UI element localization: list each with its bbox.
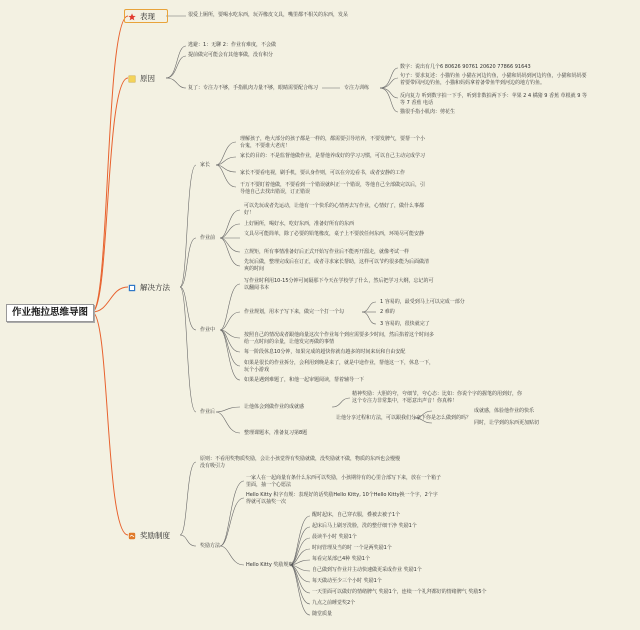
- rule-item: 一天里面可以做好的情绪脾气 奖励1个，连续一个礼拜都好的情绪脾气 奖励5个: [312, 589, 487, 595]
- jiangli-intro: 原则：不看用奖物质奖励，会让小孩觉得有奖励就做，没奖励就不做，物质的东西也会慢慢没有吸引力: [200, 456, 401, 469]
- method-label: 奖励方法: [200, 543, 221, 549]
- root-link-jiangli: [92, 312, 128, 535]
- branch-label: 奖励制度: [140, 531, 170, 540]
- train-juzi: 句子：要求复述：小猫钓鱼 小猫在河边钓鱼，小猫和妈妈到河边钓鱼，小猫和妈妈要着要带回河边钓鱼，小猫和妈妈拿着备带鱼竿到河边的地方钓鱼。: [400, 73, 587, 86]
- qian-item: 先玩后做，整理完成后在订正，或者寻求家长帮助，这样可以节约很多能为后面做清爽的时间: [244, 259, 430, 272]
- train-shuzi: 数字：说出有几个6 80626 90761 20620 77866 91643: [400, 64, 531, 70]
- rule-label: Hello Kitty 奖励规则: [246, 562, 294, 568]
- hou-share: 让他分享过程和方法，可以跟我们分享下你是怎么做到的吗？: [336, 415, 472, 421]
- root-link-yuanyin: [92, 78, 128, 312]
- rule-item: 每天做动至少三个小时 奖励1个: [312, 578, 382, 584]
- zhong-intro: 写作业时利用10-15分钟可间隔那下今天在学校学了什么，然后把学习大纲，忘记的可以翻阅书本: [244, 278, 434, 291]
- rule-item: 时间管理及当的时 一个是两奖励1个: [312, 545, 392, 551]
- yuanyin-line2: 提前做完可能会有其他事做，没有积分: [188, 52, 274, 58]
- branch-label: 解决方法: [140, 283, 170, 292]
- train-fanxiang: 反向复力 听到数字拍一下手，听到非数拍两下手：苹果 2 4 橘猪 9 香蕉 草根就 9 等等 7 香蕉 电话: [400, 93, 588, 106]
- zhong-item: 按照自己的情况或者跟他商量这次个作业每个到应需要多少时间，然后掐着这个时间多给一点时间的余量，让他发完再做的事情: [244, 332, 435, 345]
- zhong-sub: 2 难的: [380, 309, 395, 315]
- train-label: 专注力训练: [344, 85, 370, 91]
- biaoxian-text: 很爱上厕所，要喝水吃东西，玩弄橡皮文具，嘴里都不相关的东西，发呆: [188, 12, 349, 18]
- branch-jiejue[interactable]: [128, 282, 170, 293]
- qian-item: 文具尽可能简单，除了必要的铅笔橡皮，桌子上不要放任何东西，环境尽可能安静: [244, 231, 425, 237]
- jiazhang-item: 干万不要盯着他做，不要看到一个错误就纠正一个错误，等他自己全部做完以后，引导他自己去找出错误，订正错误: [240, 182, 426, 195]
- note-icon: [128, 75, 136, 83]
- qian-item: 可以先玩或者先运动，让他有一个快乐的心情再去写作业，心情好了，做什么事都好！: [244, 203, 425, 216]
- hou-label: 作业后: [200, 409, 216, 415]
- rule-item: 自己做到写作业并主动快速做更采成作业 奖励1个: [312, 567, 422, 573]
- zhong-sub: 1 容易的，最受到马上可以完成一部分: [380, 299, 465, 305]
- rule-item: 九点之前睡觉奖2个: [312, 600, 356, 606]
- rule-item: 醒时起床，自己穿衣服，叠被去被子1个: [312, 512, 401, 518]
- hou-tidy: 整理课题本，准备复习第8题: [244, 430, 308, 436]
- hou-share-sub: 同时，让学到的东西更加贴切: [474, 420, 540, 426]
- branch-label: 原因: [140, 74, 155, 83]
- branch-label: 表现: [140, 12, 155, 21]
- zhong-item: 每一阶段休息10分钟，如果完成的超快你就有越多的时间来玩和自由安配: [244, 349, 406, 355]
- method-1: 一家人在一起商量有条什么东西可以奖励，小孩期待有的心里合部写下来，放在一个箱子里面，抽一个心愿法: [246, 475, 442, 488]
- rule-item: 起床后马上刷牙洗脸，洗的整仔细干净 奖励1个: [312, 523, 417, 529]
- branch-yuanyin[interactable]: [128, 73, 155, 84]
- yuanyin-line1: 逃避：1：无聊 2：作业有难度，不会做: [188, 42, 276, 48]
- hou-main: 让他体会到做作业的成就感: [244, 404, 305, 410]
- rule-item: 随堂质量: [312, 611, 333, 617]
- zhong-sub: 3 容易的，很快就完了: [380, 321, 430, 327]
- yuanyin-line3: 复了：专注力不够，手指肌肉力量不够，眼睛需要配合练习: [188, 85, 319, 91]
- jiazhang-label: 家长: [200, 162, 211, 168]
- branch-jiangli[interactable]: [128, 530, 170, 541]
- hou-share-sub: 成就感，体验他作业的快乐: [474, 408, 535, 414]
- rule-item: 晨读半小时 奖励1个: [312, 534, 357, 540]
- rule-item: 每看完某部已4种 奖励1个: [312, 556, 370, 562]
- zhong-item: 如果是很长的作业拆分，会利用到晚是来了，就是中途作业，帮他这一下，休息一下，玩个小游戏: [244, 360, 435, 373]
- flag-icon: [128, 284, 136, 292]
- root-topic[interactable]: 作业拖拉思维导图: [6, 304, 94, 322]
- zhong-item: 如果是遇到难题了，和他一起审题阅读，帮着辅导一下: [244, 377, 365, 383]
- zhong-plan: 作业规划，用本子写下来，做完一个打一个勾: [244, 309, 345, 315]
- hou-praise: 精神奖励：大胆的夸，夸细节，夸心态：比如：你说个字的握笔的用到好，你这个专注力非常集中，不愿意出声音！你真棒！: [352, 391, 523, 404]
- jiazhang-item: 家长的目的：不是监督他做作业，是帮他养成好的学习习惯，可以自己主动完成学习: [240, 153, 426, 159]
- jiazhang-item: 家长不要看电视，刷手机，要认身作则，可以在旁边看书，或者安静的工作: [240, 170, 406, 176]
- zhong-label: 作业中: [200, 327, 216, 333]
- selection-outline: [124, 9, 168, 23]
- train-fanxiang2: 猫很手指小肌肉：剪花生: [400, 109, 456, 115]
- jiazhang-item: 理解孩子，绝大部分的孩子都是一样的，都需要引导培养，不要发脾气，要帮一个小台鬼，不要谁大老虎！: [240, 136, 426, 149]
- qian-label: 作业前: [200, 235, 216, 241]
- handshake-icon: [128, 532, 136, 540]
- method-2: Hello Kitty 积字有规：表现好的话奖励Hello Kitty, 10个Hello Kitty换一个字，2个字得就可以抽奖一次: [246, 492, 438, 505]
- qian-item: 上好厕所，喝好水，吃好东西，准备好所有的东西: [244, 221, 355, 227]
- qian-item: 立规矩，所有事情准备好后正式开始写作业后不能再开溜走，就像考试一样: [244, 249, 410, 255]
